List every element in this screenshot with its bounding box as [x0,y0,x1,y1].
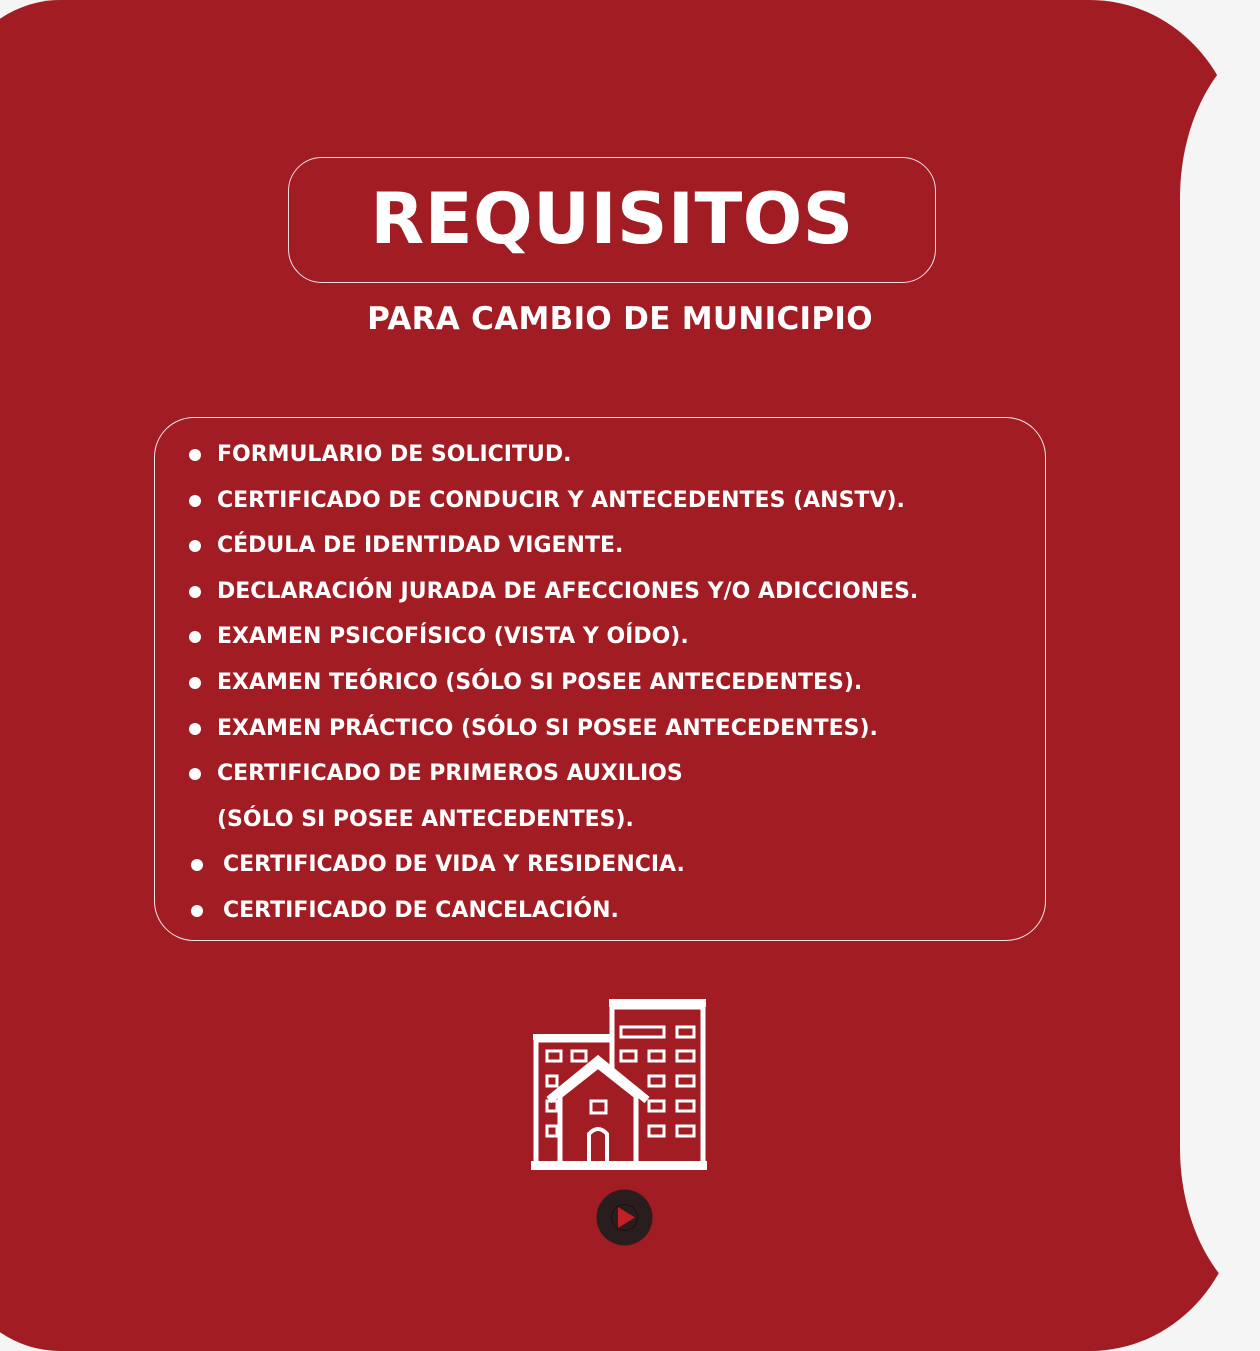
requirement-text: CÉDULA DE IDENTIDAD VIGENTE. [217,533,624,559]
requirement-text: CERTIFICADO DE CONDUCIR Y ANTECEDENTES (ANSTV). [217,487,905,513]
requirement-text: CERTIFICADO DE PRIMEROS AUXILIOS [217,761,683,787]
requirement-text: DECLARACIÓN JURADA DE AFECCIONES Y/O ADICCIONES. [217,578,919,604]
bullet-icon [189,768,201,780]
requirement-text: CERTIFICADO DE CANCELACIÓN. [223,897,619,923]
requirement-text: EXAMEN PRÁCTICO (SÓLO SI POSEE ANTECEDENTES). [217,715,878,741]
requirement-text: EXAMEN TEÓRICO (SÓLO SI POSEE ANTECEDENTES). [217,669,863,695]
play-icon[interactable] [596,1189,653,1246]
requirement-item [186,888,1031,934]
bullet-icon [189,540,201,552]
right-white-curve [1180,28,1260,1318]
requirement-text-line2: (SÓLO SI POSEE ANTECEDENTES). [217,806,634,832]
bullet-icon [189,631,201,643]
bullet-icon [189,586,201,598]
requirement-text: FORMULARIO DE SOLICITUD. [217,442,572,467]
bullet-icon [191,859,203,871]
requirement-item [186,751,1031,842]
bullet-icon [191,905,203,917]
requirement-item [186,432,1031,478]
requirement-text: CERTIFICADO DE VIDA Y RESIDENCIA. [223,852,685,878]
page-subtitle: PARA CAMBIO DE MUNICIPIO [367,301,873,337]
requirement-text: EXAMEN PSICOFÍSICO (VISTA Y OÍDO). [217,624,689,650]
requirement-item [186,569,1031,615]
page-title: REQUISITOS [370,178,854,260]
requirement-item [186,706,1031,752]
requirement-item [186,523,1031,569]
requirement-item [186,478,1031,524]
bullet-icon [189,677,201,689]
bullet-icon [189,495,201,507]
building-house-icon [529,996,709,1172]
bullet-icon [189,723,201,735]
requirement-item [186,614,1031,660]
requirement-item [186,660,1031,706]
requirement-item [186,842,1031,888]
bullet-icon [189,449,201,461]
requirements-list [186,432,1031,934]
